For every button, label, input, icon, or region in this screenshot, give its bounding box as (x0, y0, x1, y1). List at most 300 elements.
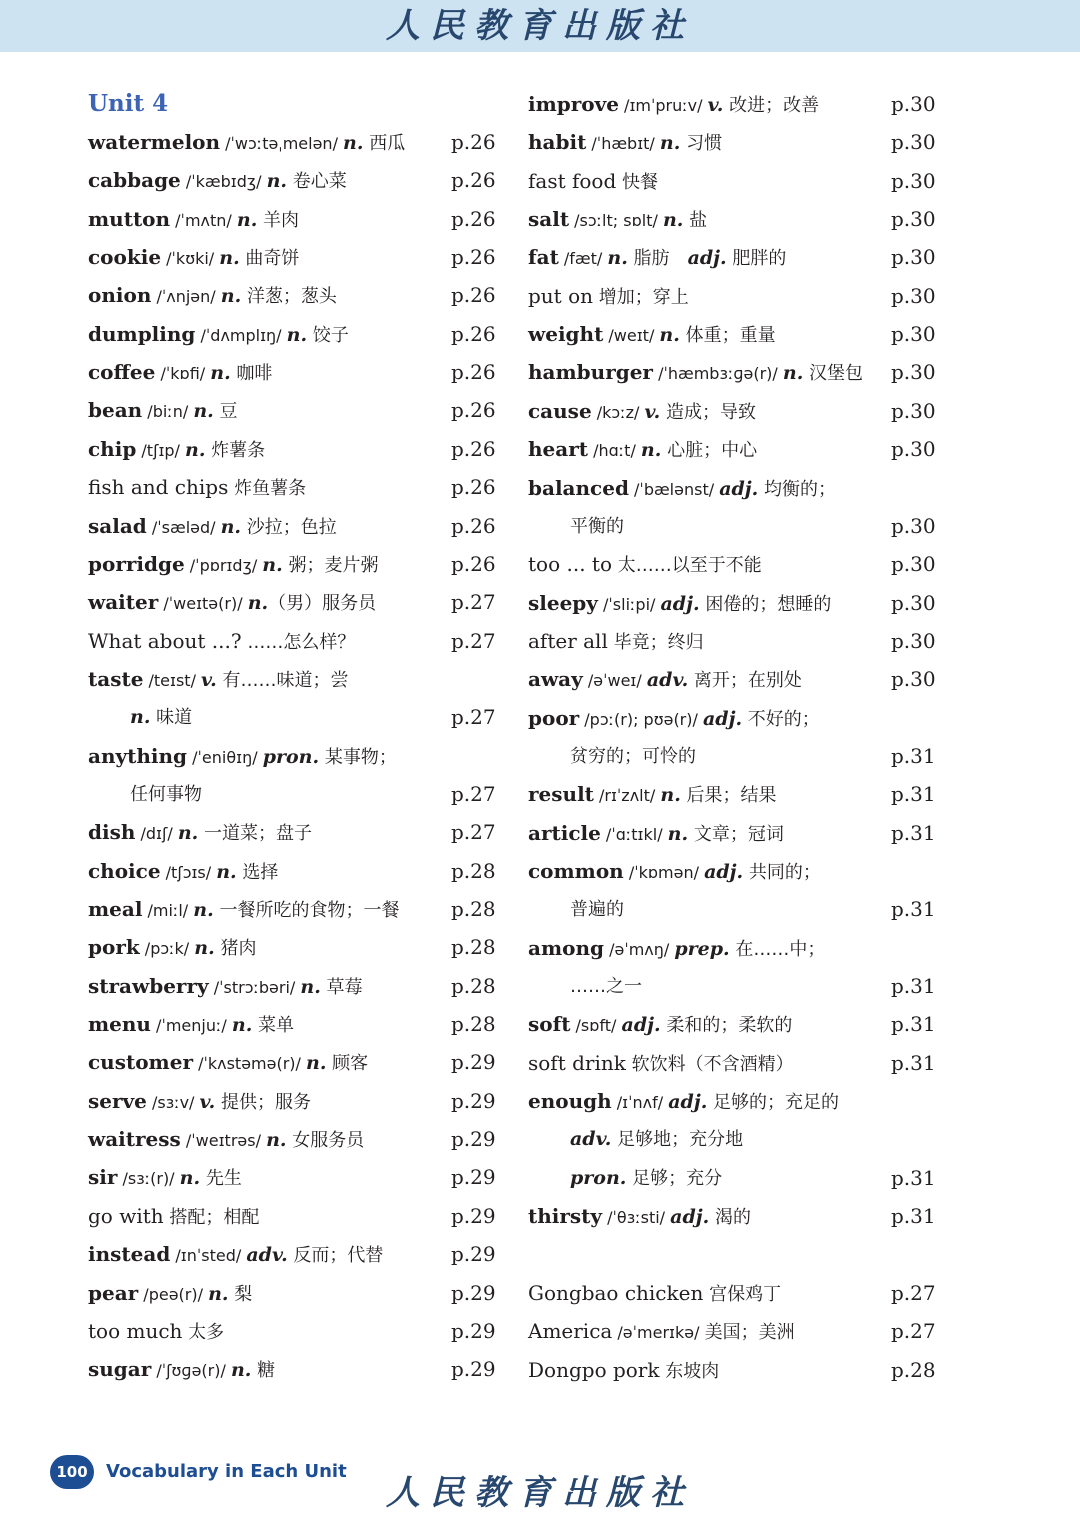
headword: dumpling (88, 321, 196, 346)
phonetic: /ɪnˈsted/ (170, 1246, 247, 1266)
vocab-entry (528, 814, 784, 852)
part-of-speech: n. (231, 1014, 253, 1037)
phonetic: /əˈmerɪkə/ (612, 1323, 705, 1343)
part-of-speech: n. (185, 438, 206, 461)
phonetic: /peə(r)/ (138, 1284, 209, 1304)
vocab-entry (88, 276, 337, 314)
headword: result (528, 782, 594, 807)
vocab-entry (88, 1350, 275, 1388)
headword: improve (528, 92, 619, 116)
headword: cookie (88, 245, 162, 270)
vocab-entry (88, 813, 312, 851)
vocab-entry (528, 123, 722, 161)
vocab-entry (570, 1120, 743, 1158)
translation: 快餐 (616, 171, 659, 193)
headword: balanced (528, 475, 629, 500)
vocab-entry (88, 1312, 224, 1350)
translation: 文章；冠词 (688, 823, 784, 845)
page-reference: p.29 (451, 1357, 496, 1382)
part-of-speech: n. (236, 208, 258, 231)
part-of-speech: n. (247, 592, 269, 615)
part-of-speech: n. (130, 706, 151, 729)
part-of-speech: n. (220, 285, 242, 308)
part-of-speech: n. (300, 975, 321, 998)
phonetic: /ˈbælənst/ (628, 479, 720, 499)
page-reference: p.27 (891, 1319, 936, 1344)
translation: 软饮料（不含酒精） (625, 1053, 794, 1075)
vocab-entry (88, 161, 347, 199)
page-reference: p.27 (891, 1280, 936, 1305)
phrase: fish and chips (88, 475, 229, 500)
vocab-entry (528, 584, 831, 622)
phonetic: /weɪt/ (603, 326, 660, 346)
vocab-entry (570, 967, 642, 1005)
translation: 不好的； (742, 708, 820, 730)
headword: heart (528, 437, 588, 462)
translation: 糖 (251, 1360, 276, 1382)
page-reference: p.29 (451, 1242, 496, 1267)
vocab-entry (528, 353, 863, 391)
translation: 饺子 (307, 324, 349, 346)
vocab-entry (88, 1158, 242, 1196)
page-reference: p.31 (891, 897, 936, 922)
page-reference: p.27 (451, 590, 496, 615)
vocab-entry (88, 430, 265, 468)
part-of-speech: n. (219, 247, 240, 270)
translation: 共同的； (743, 862, 821, 883)
part-of-speech: adj. (660, 592, 700, 615)
translation: 一道菜；盘子 (198, 823, 312, 845)
phonetic: /ˈɑːtɪkl/ (600, 824, 668, 844)
part-of-speech: n. (660, 784, 681, 807)
vocab-entry (88, 1197, 259, 1235)
headword: poor (528, 705, 580, 730)
translation: 粥；麦片粥 (282, 554, 379, 576)
headword: strawberry (88, 973, 209, 998)
page-reference: p.30 (891, 628, 936, 653)
vocab-entry (528, 622, 704, 660)
vocab-entry (528, 929, 825, 967)
phrase: Dongpo pork (528, 1357, 660, 1382)
headword: salt (528, 207, 570, 232)
vocab-entry (570, 507, 624, 545)
phonetic: /ˈkʌstəmə(r)/ (192, 1054, 307, 1074)
page-reference: p.26 (451, 130, 496, 154)
translation: （男）服务员 (268, 593, 377, 615)
part-of-speech: n. (194, 937, 215, 960)
phonetic: /tʃɪp/ (136, 440, 186, 460)
part-of-speech: n. (266, 170, 288, 193)
headword: serve (88, 1088, 147, 1113)
page-reference: p.26 (451, 283, 496, 308)
headword: sir (88, 1165, 118, 1190)
page-number-badge: 100 (50, 1455, 94, 1489)
page-reference: p.30 (891, 322, 936, 347)
part-of-speech: pron. (570, 1166, 627, 1189)
part-of-speech: n. (216, 860, 237, 883)
part-of-speech: adv. (246, 1244, 288, 1267)
headword: pork (88, 935, 140, 960)
page-reference: p.28 (891, 1357, 936, 1382)
translation: 体重；重量 (679, 325, 776, 347)
page-reference: p.30 (891, 513, 936, 538)
translation: 任何事物 (130, 783, 202, 805)
vocab-entry (528, 1351, 719, 1389)
part-of-speech: adj. (702, 707, 743, 730)
vocab-entry (528, 1044, 794, 1082)
vocab-entry (88, 1082, 311, 1120)
translation: 卷心菜 (287, 171, 347, 193)
page-reference: p.30 (891, 437, 936, 462)
phonetic: /teɪst/ (143, 670, 202, 690)
part-of-speech: adj. (670, 1206, 710, 1229)
phrase: What about ...? (88, 628, 242, 653)
phonetic: /ˈeniθɪŋ/ (187, 747, 263, 767)
phonetic: /əˈweɪ/ (582, 671, 647, 691)
page-reference: p.26 (451, 206, 496, 231)
headword: menu (88, 1012, 151, 1037)
headword: thirsty (528, 1204, 603, 1229)
phonetic: /tʃɔɪs/ (160, 862, 217, 882)
headword: article (528, 820, 601, 845)
vocab-entry (88, 1005, 294, 1043)
page-reference: p.31 (891, 782, 936, 807)
translation: 困倦的；想睡的 (699, 593, 832, 615)
headword: customer (88, 1050, 193, 1075)
translation: 渴的 (709, 1207, 751, 1229)
part-of-speech: n. (659, 132, 681, 155)
headword: anything (88, 743, 188, 768)
headword: habit (528, 130, 587, 155)
page-reference: p.31 (891, 1165, 936, 1190)
page-reference: p.28 (451, 858, 496, 883)
phonetic: /rɪˈzʌlt/ (593, 786, 661, 806)
vocab-entry (88, 123, 405, 161)
part-of-speech: adv. (646, 669, 689, 692)
page-reference: p.26 (451, 398, 496, 423)
vocab-entry (88, 353, 272, 391)
phrase: put on (528, 283, 593, 308)
headword: taste (88, 666, 144, 691)
headword: salad (88, 513, 147, 538)
page-reference: p.31 (891, 1204, 936, 1229)
translation: 盐 (683, 210, 708, 232)
phonetic: /kɔːz/ (591, 402, 645, 422)
part-of-speech: n. (193, 400, 214, 423)
vocab-entry (528, 162, 658, 200)
part-of-speech: n. (210, 362, 231, 385)
vocab-entry (570, 890, 624, 928)
vocab-entry (88, 1235, 383, 1273)
phonetic: /ˈkɒfi/ (155, 364, 211, 384)
part-of-speech: v. (201, 668, 217, 691)
translation: 味道 (150, 707, 193, 729)
phonetic: /ɪˈnʌf/ (611, 1093, 669, 1113)
vocab-entry (528, 660, 802, 698)
vocab-entry (528, 238, 786, 276)
translation: 汉堡包 (803, 363, 864, 385)
part-of-speech: n. (286, 323, 308, 346)
page-reference: p.31 (891, 743, 936, 768)
vocab-entry (528, 392, 756, 430)
publisher-watermark: 人民教育出版社 (386, 1473, 694, 1513)
part-of-speech: v. (644, 400, 661, 423)
page-reference: p.26 (451, 513, 496, 538)
page-reference: p.27 (451, 628, 496, 653)
vocab-entry (88, 928, 256, 966)
page-reference: p.30 (891, 168, 936, 193)
page-reference: p.30 (891, 667, 936, 692)
part-of-speech: adj. (668, 1091, 708, 1114)
vocab-entry (88, 1043, 368, 1081)
part-of-speech: v. (199, 1090, 216, 1113)
unit-title: Unit 4 (88, 90, 169, 117)
phonetic: /ˈpɒrɪdʒ/ (184, 555, 263, 575)
vocab-entry (528, 545, 762, 583)
page-reference: p.30 (891, 92, 936, 116)
vocab-entry (528, 315, 776, 353)
translation: 羊肉 (257, 209, 300, 231)
headword: mutton (88, 206, 171, 231)
phonetic: /miːl/ (142, 901, 194, 920)
headword: soft (528, 1012, 571, 1037)
phonetic: /hɑːt/ (588, 441, 641, 461)
translation: 均衡的； (758, 478, 837, 500)
translation: 豆 (213, 401, 238, 423)
page-reference: p.30 (891, 398, 936, 423)
phonetic: /pɔː(r); pʊə(r)/ (579, 709, 703, 729)
headword: fat (528, 245, 559, 270)
vocab-entry (528, 1312, 795, 1350)
page-reference: p.26 (451, 436, 496, 461)
translation: 女服务员 (286, 1130, 365, 1152)
part-of-speech: v. (707, 94, 724, 116)
translation: 搭配；相配 (163, 1206, 260, 1228)
translation: 造成；导致 (660, 401, 756, 423)
phonetic: /sɔːlt; sɒlt/ (569, 211, 663, 231)
page-reference: p.26 (451, 321, 496, 346)
part-of-speech: adj. (719, 477, 759, 500)
part-of-speech: n. (343, 132, 364, 154)
translation: 提供；服务 (215, 1091, 312, 1113)
page-reference: p.29 (451, 1050, 496, 1075)
part-of-speech: prep. (674, 937, 730, 960)
vocab-entry (528, 1082, 839, 1120)
phonetic: /ˈmenjuː/ (150, 1016, 232, 1036)
headword: among (528, 935, 604, 960)
vocab-entry (528, 775, 777, 813)
part-of-speech: n. (193, 899, 214, 921)
translation: 炸薯条 (205, 439, 266, 461)
translation: 草莓 (320, 976, 363, 998)
phonetic: /ˈkɒmən/ (623, 863, 705, 882)
part-of-speech: n. (667, 822, 689, 845)
translation: 炸鱼薯条 (228, 478, 307, 500)
page-reference: p.31 (891, 1012, 936, 1037)
vocab-entry (570, 737, 696, 775)
translation: 反而；代替 (287, 1245, 384, 1267)
page-reference: p.26 (451, 168, 496, 193)
phonetic: /ˈweɪtrəs/ (180, 1131, 267, 1151)
page-reference: p.31 (891, 1050, 936, 1075)
part-of-speech: n. (262, 553, 283, 576)
headword: waitress (88, 1127, 181, 1152)
page-reference: p.29 (451, 1127, 496, 1152)
phonetic: /ˈʃʊɡə(r)/ (151, 1361, 231, 1381)
page-reference: p.28 (451, 1012, 496, 1037)
part-of-speech: n. (179, 1167, 201, 1190)
phonetic: /fæt/ (558, 249, 608, 269)
headword: coffee (88, 360, 156, 385)
headword: dish (88, 820, 136, 845)
phonetic: /ˈkæbɪdʒ/ (180, 172, 267, 192)
vocab-entry (88, 468, 306, 506)
phrase: America (528, 1319, 613, 1344)
translation: 沙拉；色拉 (241, 516, 337, 538)
page-reference: p.29 (451, 1203, 496, 1228)
part-of-speech: n. (266, 1129, 287, 1152)
page-reference: p.27 (451, 705, 496, 730)
phonetic: /sɜːv/ (146, 1092, 200, 1112)
publisher-logo: 人民教育出版社 (386, 6, 694, 46)
page-reference: p.30 (891, 207, 936, 232)
translation: 增加；穿上 (593, 286, 689, 308)
headword: cabbage (88, 168, 181, 193)
vocab-entry (88, 1120, 364, 1158)
vocab-entry (130, 698, 192, 736)
vocab-entry (528, 1274, 781, 1312)
translation: 一餐所吃的食物；一餐 (213, 900, 400, 921)
phonetic: /ˈsæləd/ (146, 517, 221, 537)
phrase: too ... to (528, 552, 612, 577)
translation: 平衡的 (570, 515, 624, 537)
headword: away (528, 667, 583, 692)
headword: cause (528, 398, 592, 423)
translation: 西瓜 (363, 133, 406, 154)
page-reference: p.30 (891, 360, 936, 385)
part-of-speech: pron. (262, 745, 320, 768)
page-reference: p.26 (451, 475, 496, 500)
phonetic: /ˈweɪtə(r)/ (158, 594, 248, 614)
translation: 足够地；充分地 (611, 1129, 744, 1151)
translation: ……怎么样？ (241, 631, 356, 653)
translation: 贫穷的；可怜的 (570, 745, 696, 767)
vocab-entry (528, 1005, 792, 1043)
translation: 脂肪 (627, 248, 688, 270)
page-reference: p.30 (891, 552, 936, 577)
vocab-entry (88, 737, 397, 775)
vocab-entry (88, 200, 299, 238)
translation: 梨 (228, 1283, 253, 1305)
translation: 普遍的 (570, 899, 624, 921)
headword: porridge (88, 551, 185, 576)
part-of-speech: n. (782, 362, 804, 385)
part-of-speech: adv. (570, 1128, 612, 1151)
translation: 有……味道；尝 (216, 669, 349, 691)
part-of-speech: adj. (704, 861, 744, 883)
vocab-entry (130, 775, 202, 813)
vocab-entry (528, 85, 819, 123)
part-of-speech: n. (662, 209, 684, 232)
vocab-entry (528, 852, 821, 890)
headword: watermelon (88, 130, 221, 154)
page-reference: p.30 (891, 590, 936, 615)
page-reference: p.26 (451, 245, 496, 270)
vocab-entry (570, 1159, 722, 1197)
page-reference: p.30 (891, 245, 936, 270)
headword: waiter (88, 590, 159, 615)
phonetic: /ɪmˈpruːv/ (618, 96, 708, 115)
headword: hamburger (528, 360, 653, 385)
translation: 美国；美洲 (704, 1322, 795, 1344)
translation: 肥胖的 (726, 248, 787, 270)
translation: 足够；充分 (626, 1167, 723, 1189)
translation: 离开；在别处 (688, 670, 802, 692)
page-reference: p.28 (451, 973, 496, 998)
page-reference: p.29 (451, 1318, 496, 1343)
phonetic: /ˈdʌmplɪŋ/ (195, 325, 287, 345)
translation: 猪肉 (214, 938, 257, 960)
translation: 在……中； (729, 938, 826, 960)
headword: weight (528, 322, 604, 347)
translation: 太多 (182, 1321, 225, 1343)
vocab-entry (88, 545, 378, 583)
phrase: Gongbao chicken (528, 1280, 704, 1305)
translation: 改进；改善 (723, 95, 820, 116)
vocab-entry (88, 622, 355, 660)
part-of-speech: n. (230, 1359, 252, 1382)
page-reference: p.31 (891, 820, 936, 845)
vocab-entry (528, 277, 689, 315)
page-reference: p.28 (451, 897, 496, 921)
vocab-entry (88, 391, 237, 429)
translation: 毕竟；终归 (607, 631, 704, 653)
translation: 太……以至于不能 (611, 555, 762, 577)
phrase: too much (88, 1318, 183, 1343)
translation: 习惯 (680, 133, 723, 155)
footer-section-title: Vocabulary in Each Unit (106, 1461, 347, 1482)
translation: ……之一 (570, 976, 642, 998)
vocab-entry (528, 699, 820, 737)
page-reference: p.27 (451, 781, 496, 806)
translation: 洋葱；葱头 (241, 286, 337, 308)
headword: instead (88, 1242, 171, 1267)
vocab-entry (88, 852, 278, 890)
part-of-speech: n. (306, 1052, 327, 1075)
vocab-entry (528, 1197, 751, 1235)
vocab-entry (88, 583, 376, 621)
page-reference: p.29 (451, 1280, 496, 1305)
phonetic: /dɪʃ/ (135, 824, 178, 844)
headword: onion (88, 283, 152, 308)
translation: 宫保鸡丁 (703, 1283, 782, 1305)
page-reference: p.31 (891, 974, 936, 999)
page-reference: p.26 (451, 551, 496, 576)
phrase: go with (88, 1203, 164, 1228)
phonetic: /ˈθɜːsti/ (602, 1208, 671, 1228)
headword: bean (88, 398, 143, 423)
translation: 足够的；充足的 (707, 1092, 840, 1114)
part-of-speech: n. (177, 822, 199, 845)
translation: 菜单 (252, 1015, 295, 1037)
translation: 东坡肉 (659, 1360, 720, 1382)
phonetic: /ˈhæmbɜːɡə(r)/ (652, 364, 783, 384)
phonetic: /ˈwɔːtəˌmelən/ (220, 134, 344, 153)
vocab-entry (528, 200, 707, 238)
translation: 心脏；中心 (661, 440, 758, 462)
part-of-speech: n. (659, 324, 680, 347)
headword: common (528, 859, 624, 883)
